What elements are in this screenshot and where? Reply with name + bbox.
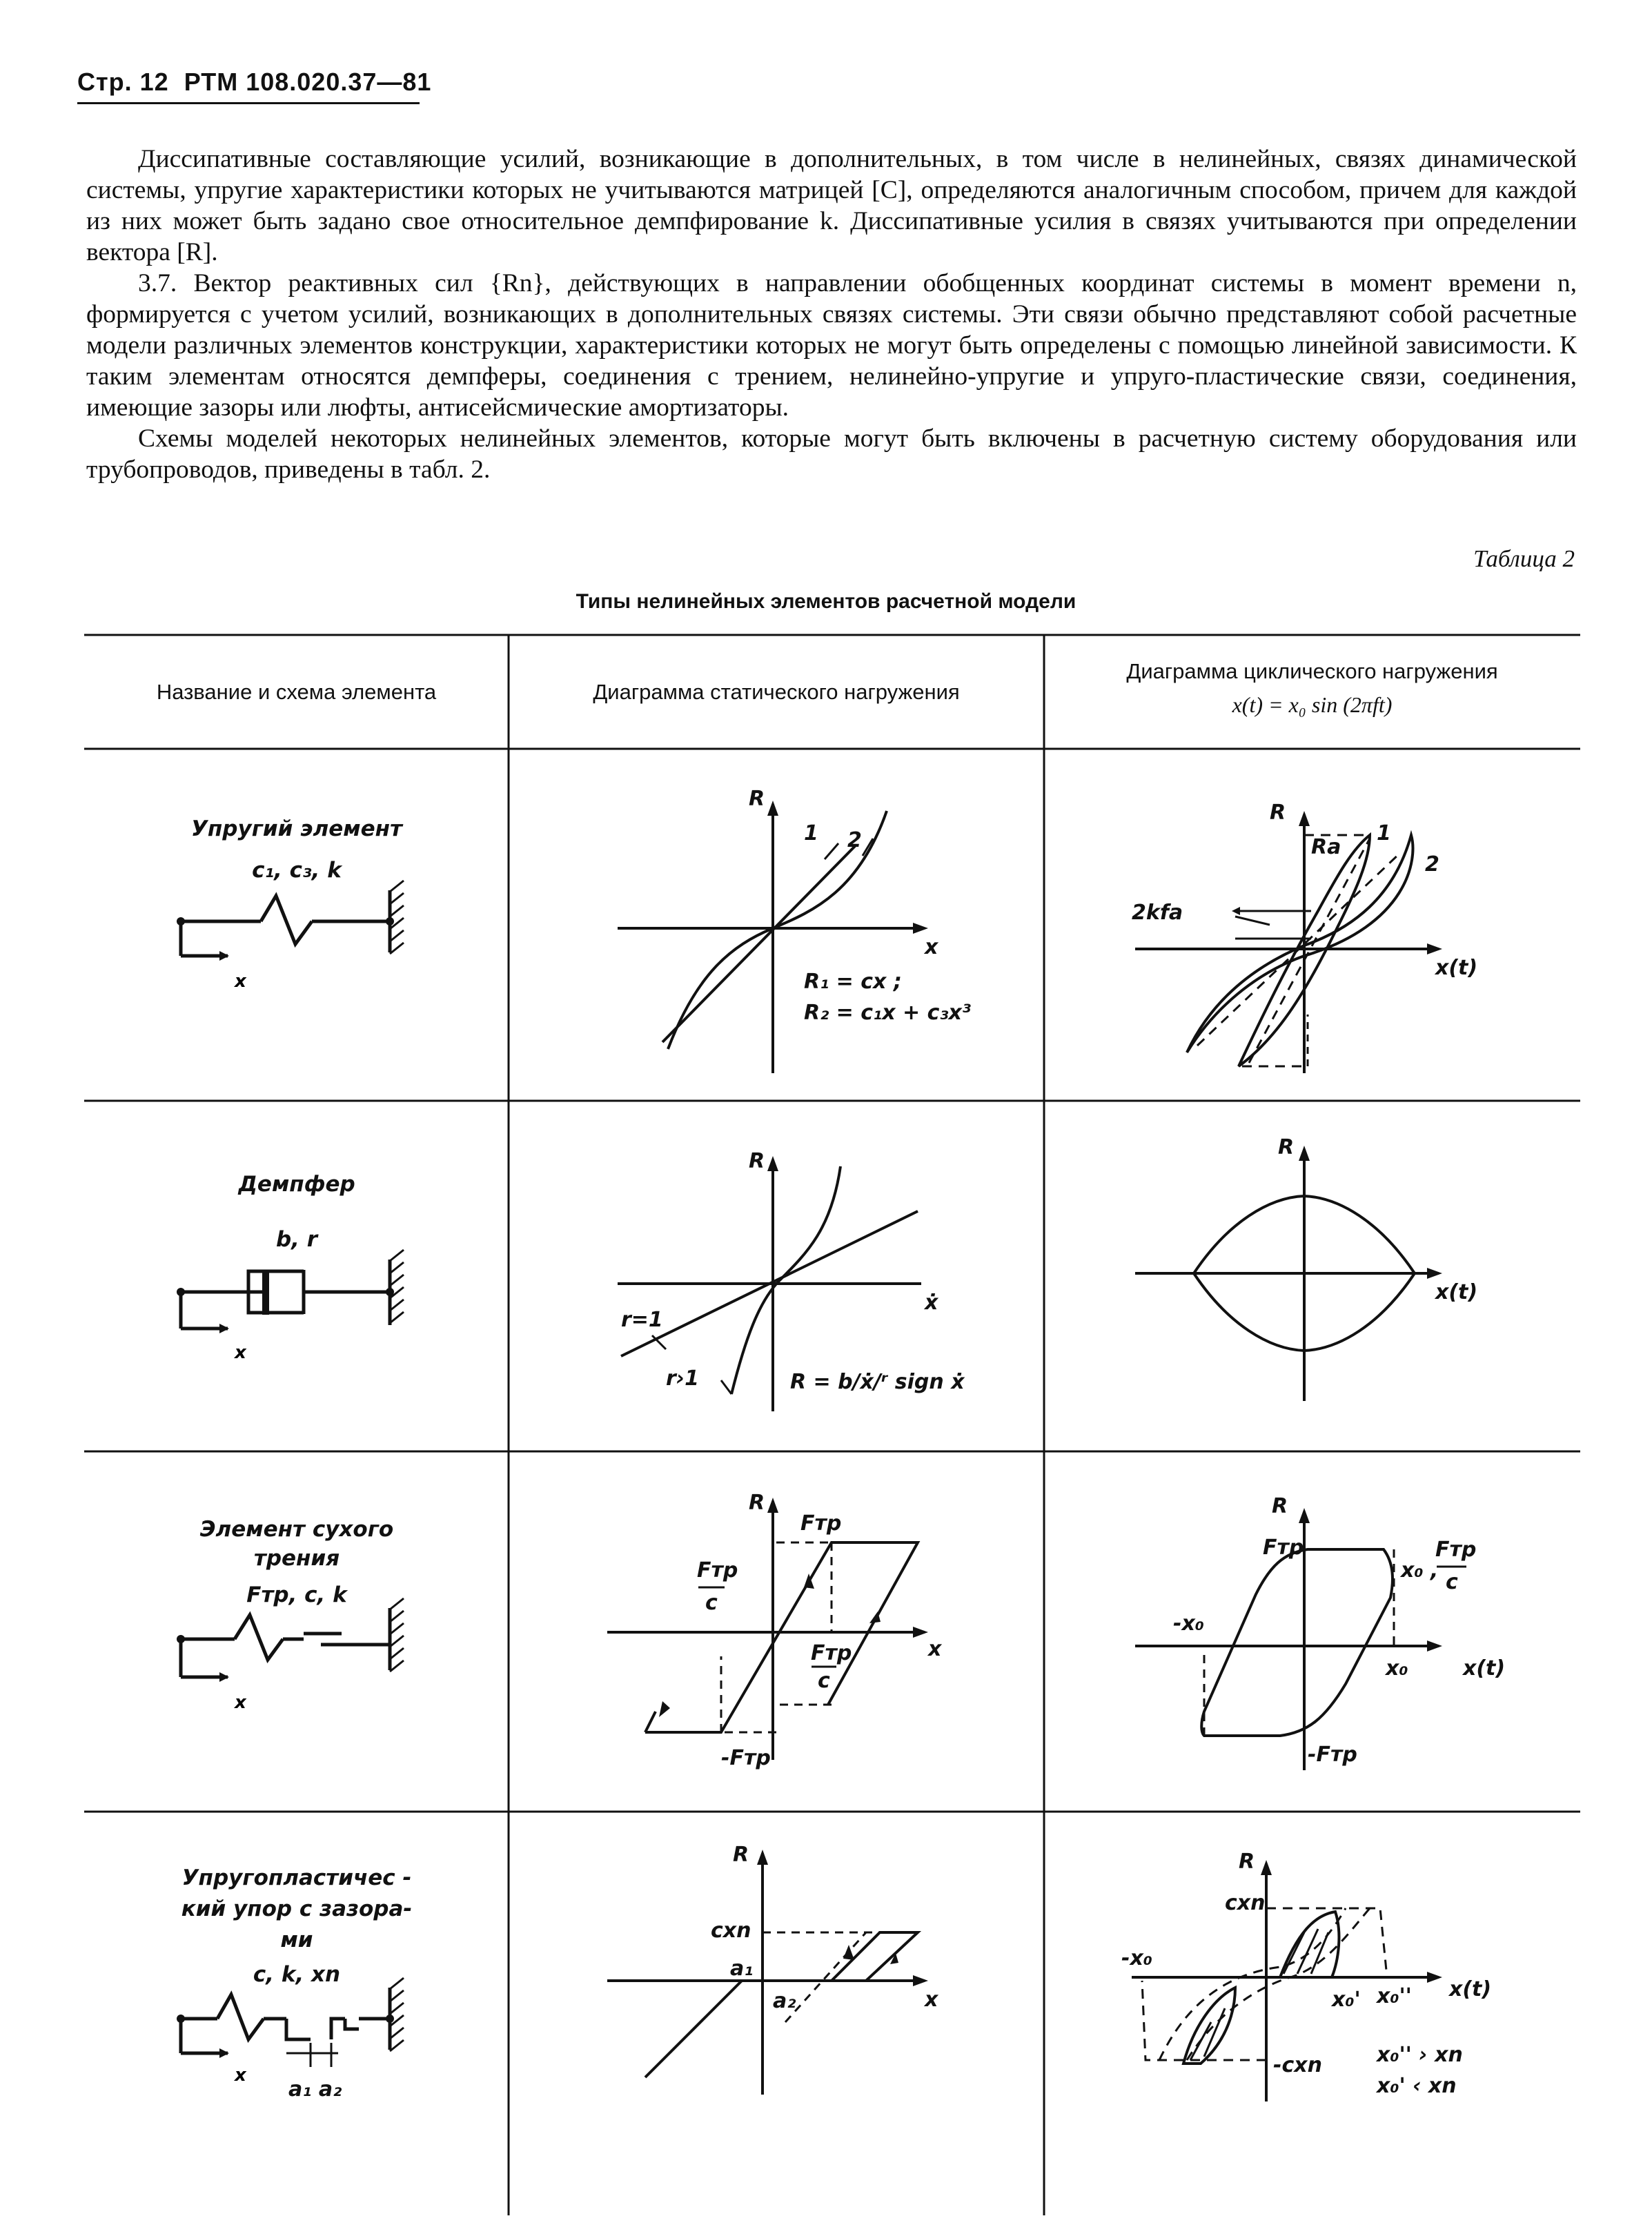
row3-name-line2: трения (253, 1546, 340, 1571)
row3-static-ratio-num: Fтр (697, 1558, 738, 1583)
row3-cyclic-neg-ftr: -Fтр (1308, 1743, 1357, 1767)
doc-code: РТМ 108.020.37—81 (184, 68, 432, 96)
svg-text:x: x (235, 2065, 246, 2086)
row1-cyclic-curve-1: 1 (1377, 821, 1391, 845)
row1-static-formula-1: R₁ = cx ; (804, 970, 902, 994)
row3-cyclic-neg-x0: -x₀ (1173, 1611, 1204, 1636)
row3-cyclic-ftr: Fтр (1263, 1536, 1304, 1560)
row1-static-formula-2: R₂ = c₁x + c₃x³ (804, 1001, 971, 1025)
paragraph-3: Схемы моделей некоторых нелинейных элементов, которые могут быть включены в расчетную систему оборудования или трубопроводов, приведены в табл. 2. (86, 424, 1577, 484)
row4-name-line3: ми (280, 1928, 313, 1952)
row3-static-ratio-den: c (705, 1591, 718, 1615)
row3-cyclic-axis-r: R (1272, 1494, 1288, 1518)
row3-static-axis-r: R (749, 1491, 765, 1515)
row4-name-line2: кий упор с зазора- (181, 1897, 413, 1921)
row4-static-axis-x: x (925, 1988, 938, 2012)
row1-static-curve-1: 1 (804, 821, 818, 845)
row2-cyclic-axis-x: x(t) (1435, 1280, 1478, 1304)
row4-cyclic-cond1: x₀'' › xn (1377, 2043, 1463, 2067)
row3-static-ftr: Fтр (800, 1511, 842, 1536)
row4-cyclic-cond2: x₀' ‹ xn (1377, 2074, 1457, 2098)
row4-cyclic-x0p: x₀' (1332, 1988, 1361, 2012)
header-cyclic: Диаграмма циклического нагружения (1126, 659, 1498, 683)
row2-static-r2: r›1 (666, 1366, 700, 1391)
row1-name: Упругий элемент (190, 816, 402, 841)
header-cyclic-formula: x(t) = x₀ sin (2πft) (1232, 692, 1393, 717)
row3-static-axis-x: x (928, 1637, 942, 1661)
row2-static-formula: R = b/ẋ/ʳ sign ẋ (790, 1370, 965, 1394)
row4-cyclic-neg-x0: -x₀ (1121, 1946, 1152, 1970)
paragraph-2: 3.7. Вектор реактивных сил {Rn}, действующих в направлении обобщенных координат системы в момент времени n, формируется с учетом усилий, возникающих в дополнительных связях системы. Эти связи обычно представляют собой расчетные модели различных элементов конструкции, характеристики которых не могут быть определены с помощью линейной зависимости. К таким элементам относятся демпферы, соединения с трением, нелинейно-упругие и упруго-пластические связи, соединения, имеющие зазоры или люфты, антисейсмические амортизаторы. (86, 269, 1577, 422)
row2-static-r1: r=1 (621, 1308, 663, 1332)
row3-static-ratio-den-2: c (818, 1669, 830, 1693)
row2-params: b, r (275, 1227, 318, 1252)
row4-cyclic-neg-cxn: -cxn (1273, 2053, 1322, 2077)
svg-text:x: x (235, 1342, 246, 1363)
row1-cyclic-damping: 2kfa (1132, 901, 1183, 925)
row3-cyclic-x0: x₀ (1386, 1656, 1408, 1681)
row2-name: Демпфер (238, 1172, 355, 1197)
row3-cyclic-x0-pair: x₀ , (1401, 1558, 1439, 1583)
row4-name-line1: Упругопластичес - (181, 1865, 412, 1890)
row4-params: c, k, xn (253, 1962, 341, 1987)
row3-name-line1: Элемент сухого (199, 1517, 394, 1542)
header-static: Диаграмма статического нагружения (593, 680, 960, 704)
row4-gaps: a₁ a₂ (288, 2077, 342, 2101)
row2-static-axis-x: ẋ (925, 1291, 938, 1315)
row1-cyclic-ra: Ra (1311, 835, 1341, 859)
row3-static-ratio-num-2: Fтр (811, 1641, 852, 1665)
row4-cyclic-cxn: cxn (1225, 1891, 1266, 1915)
row4-static-a2: a₂ (773, 1989, 796, 2013)
page-number: Стр. 12 (77, 68, 169, 96)
row1-static-curve-2: 2 (847, 828, 862, 852)
row2-cyclic-axis-r: R (1278, 1135, 1295, 1159)
row4-static-a1: a₁ (730, 1957, 754, 1981)
row3-params: Fтр, c, k (246, 1583, 347, 1607)
row2-static-axis-r: R (749, 1149, 765, 1173)
svg-text:x: x (235, 1692, 246, 1713)
row3-cyclic-axis-x: x(t) (1463, 1656, 1506, 1681)
row3-cyclic-ratio-num: Fтр (1435, 1538, 1477, 1562)
row1-cyclic-axis-x: x(t) (1435, 956, 1478, 980)
row4-cyclic-axis-x: x(t) (1449, 1977, 1492, 2001)
row3-static-neg-ftr: -Fтр (721, 1746, 771, 1770)
row4-static-cxn: cxn (711, 1919, 751, 1943)
table-number: Таблица 2 (1473, 545, 1575, 572)
table-title: Типы нелинейных элементов расчетной модели (576, 590, 1076, 613)
row1-static-axis-r: R (749, 787, 765, 811)
row1-static-axis-x: x (925, 935, 938, 959)
row1-cyclic-curve-2: 2 (1425, 852, 1439, 876)
row1-cyclic-axis-r: R (1270, 801, 1286, 825)
row4-cyclic-axis-r: R (1239, 1850, 1255, 1874)
header-name-scheme: Название и схема элемента (156, 680, 437, 704)
row1-params: c₁, c₃, k (252, 858, 342, 883)
row3-cyclic-ratio-den: c (1446, 1570, 1458, 1594)
row4-cyclic-x0pp: x₀'' (1377, 1984, 1412, 2008)
svg-text:x: x (235, 971, 246, 992)
row4-static-axis-r: R (733, 1843, 749, 1867)
paragraph-1: Диссипативные составляющие усилий, возникающие в дополнительных, в том числе в нелинейных, связях динамической системы, упругие характеристики которых не учитываются матрицей [C], определяются аналогичным способом, причем для каждой из них может быть задано свое относительное демпфирование k. Диссипативные усилия в связях учитываются при определении вектора [R]. (86, 145, 1577, 266)
